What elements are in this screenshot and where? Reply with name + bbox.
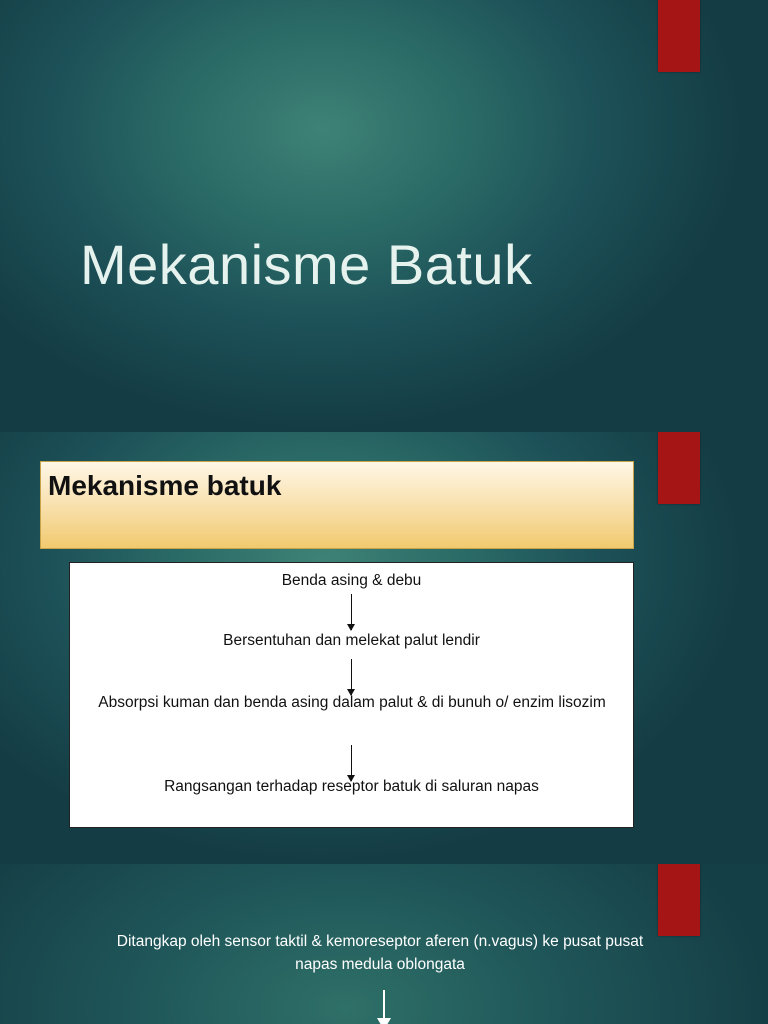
section-header-text: Mekanisme batuk	[48, 470, 282, 501]
flow-step-2: Bersentuhan dan melekat palut lendir	[223, 632, 480, 649]
down-arrow-icon	[383, 990, 385, 1024]
flow-arrow-2	[351, 659, 352, 695]
slide-continuation	[0, 864, 768, 1024]
flow-arrow-1	[351, 594, 352, 630]
slide-title-heading: Mekanisme Batuk	[80, 233, 533, 296]
flow-step-1: Benda asing & debu	[281, 572, 422, 589]
flow-step-3: Absorpsi kuman dan benda asing dalam palut & di bunuh o/ enzim lisozim	[98, 694, 606, 711]
slide-accent-tab	[658, 0, 700, 72]
slide-accent-tab	[658, 864, 700, 936]
flow-step-4: Rangsangan terhadap reseptor batuk di saluran napas	[164, 778, 539, 795]
slide-mechanism	[0, 432, 768, 864]
slide-title	[0, 0, 768, 432]
slide-accent-tab	[658, 432, 700, 504]
flow-step-5: Ditangkap oleh sensor taktil & kemoreseptor aferen (n.vagus) ke pusat pusat napas medula oblongata	[116, 933, 644, 973]
section-header-box	[40, 461, 634, 549]
flow-diagram-box	[69, 562, 634, 828]
